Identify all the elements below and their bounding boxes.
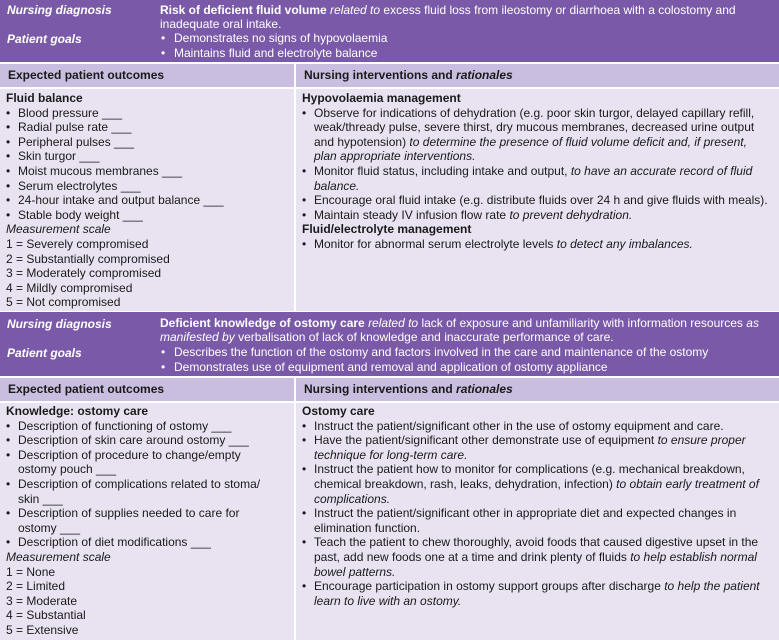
diagnosis-band-2 [0,312,779,376]
scale-item: 2 = Substantially compromised [6,251,170,266]
intervention-item: • Encourage participation in ostomy support groups after discharge to help the patient learn to live with an ostomy. [302,579,772,608]
diagnosis-text: Risk of deficient fluid volume related to excess fluid loss from ileostomy or diarrhoea with a colostomy and inadequate oral intake. [160,3,736,31]
diagnosis-title: Deficient knowledge of ostomy care [160,316,365,330]
outcomes-header: Expected patient outcomes [0,377,294,401]
outcome-item: • Radial pulse rate ___ [6,120,291,135]
goals-list [162,345,774,374]
intervention-title: Ostomy care [302,404,375,418]
diagnosis-band-1 [0,0,779,62]
scale-item: 3 = Moderately compromised [6,266,162,281]
row-divider [0,87,779,89]
diagnosis-label: Nursing diagnosis [7,3,112,17]
interventions-column-1 [302,91,772,252]
goals-label: Patient goals [7,32,82,46]
intervention-title: Fluid/electrolyte management [302,222,472,237]
scale-item: 4 = Mildly compromised [6,280,133,295]
scale-item: 5 = Extensive [6,622,79,637]
scale-item: 1 = None [6,564,56,579]
outcome-item: • Description of functioning of ostomy ___ [6,419,278,434]
row-divider [0,401,779,403]
outcome-item: • Serum electrolytes ___ [6,179,291,194]
diagnosis-label: Nursing diagnosis [7,317,112,331]
intervention-item: • Monitor for abnormal serum electrolyte levels to detect any imbalances. [302,237,772,252]
outcome-item: • Skin turgor ___ [6,149,291,164]
row-divider [0,62,779,64]
intervention-item: • Instruct the patient/significant other in appropriate diet and expected changes in elimination function. [302,506,772,535]
intervention-item: • Instruct the patient how to monitor for complications (e.g. mechanical breakdown, chemical breakdown, rash, leaks, dehydration, infection) to obtain early treatment of complications. [302,462,772,506]
goal-item: • Demonstrates no signs of hypovolaemia [162,31,774,46]
intervention-title: Hypovolaemia management [302,91,461,105]
column-divider [294,63,296,311]
scale-label: Measurement scale [6,222,111,237]
outcome-title: Fluid balance [6,91,83,105]
interventions-column-2 [302,404,772,608]
diagnosis-title: Risk of deficient fluid volume [160,3,327,17]
scale-item: 2 = Limited [6,579,66,594]
goal-item: • Maintains fluid and electrolyte balance [162,46,774,61]
scale-label: Measurement scale [6,549,111,564]
outcome-item: • 24-hour intake and output balance ___ [6,193,291,208]
goals-label: Patient goals [7,346,82,360]
outcome-item: • Description of complications related to stoma/ skin ___ [6,477,278,506]
outcomes-header: Expected patient outcomes [0,63,294,87]
outcome-item: • Stable body weight ___ [6,208,291,223]
scale-item: 1 = Severely compromised [6,236,149,251]
outcome-item: • Description of diet modifications ___ [6,535,278,550]
intervention-item: • Monitor fluid status, including intake and output, to have an accurate record of fluid balance. [302,164,772,193]
outcome-item: • Description of supplies needed to care for ostomy ___ [6,506,278,535]
goal-item: • Describes the function of the ostomy and factors involved in the care and maintenance of the ostomy [162,345,774,360]
intervention-item: • Observe for indications of dehydration (e.g. poor skin turgor, delayed capillary refill, weak/thready pulse, severe thirst, dry mucous membranes, decreased urine output and hypotension) to determine the presence of fluid volume deficit and, if present, plan appropriate interventions. [302,106,772,164]
outcome-item: • Description of procedure to change/empty ostomy pouch ___ [6,448,278,477]
outcome-title: Knowledge: ostomy care [6,404,149,418]
intervention-item: • Encourage oral fluid intake (e.g. distribute fluids over 24 h and give fluids with meals). [302,193,772,208]
goals-list [162,31,774,60]
intervention-item: • Maintain steady IV infusion flow rate to prevent dehydration. [302,208,772,223]
row-divider [0,376,779,378]
intervention-item: • Have the patient/significant other demonstrate use of equipment to ensure proper technique for long-term care. [302,433,772,462]
column-divider [294,377,296,640]
outcome-item: • Moist mucous membranes ___ [6,164,291,179]
outcome-item: • Peripheral pulses ___ [6,135,291,150]
intervention-item: • Teach the patient to chew thoroughly, avoid foods that caused digestive upset in the past, add new foods one at a time and drink plenty of fluids to help establish normal bowel patterns. [302,535,772,579]
scale-item: 4 = Substantial [6,608,86,623]
scale-item: 5 = Not compromised [6,295,121,310]
outcomes-column-2 [6,404,278,638]
outcome-item: • Description of skin care around ostomy ___ [6,433,278,448]
outcomes-column-1 [6,91,291,310]
outcome-item: • Blood pressure ___ [6,106,291,121]
intervention-item: • Instruct the patient/significant other in the use of ostomy equipment and care. [302,419,772,434]
diagnosis-text: Deficient knowledge of ostomy care related to lack of exposure and unfamiliarity with information resources as manifested by verbalisation of lack of knowledge and inaccurate performance of care. [160,316,759,344]
interventions-header: Nursing interventions and rationales [296,377,779,401]
scale-item: 3 = Moderate [6,593,78,608]
interventions-header: Nursing interventions and rationales [296,63,779,87]
goal-item: • Demonstrates use of equipment and removal and application of ostomy appliance [162,360,774,375]
